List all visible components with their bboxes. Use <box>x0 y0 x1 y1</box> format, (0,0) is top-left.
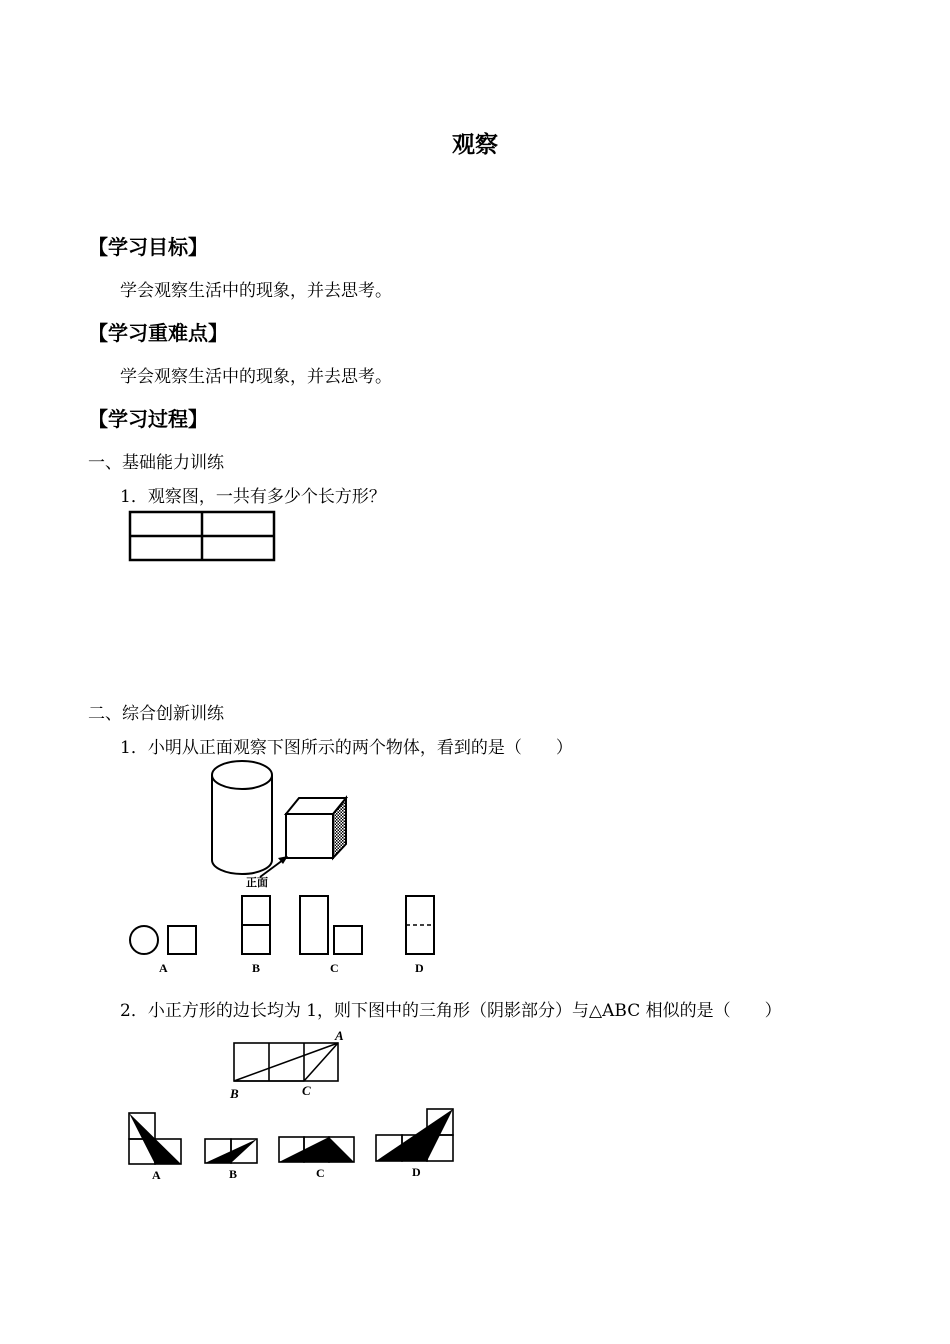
q2-option-b-label: B <box>229 1167 238 1181</box>
key-heading: 【学习重难点】 <box>88 321 228 345</box>
q1-option-c-label: C <box>330 961 339 975</box>
part2-question-2: 2．小正方形的边长均为 1，则下图中的三角形（阴影部分）与△ABC 相似的是（ ） <box>120 1001 782 1021</box>
page-title: 观察 <box>452 132 498 158</box>
process-heading: 【学习过程】 <box>88 407 208 431</box>
part1-question-1: 1．观察图，一共有多少个长方形？ <box>120 487 386 507</box>
q2-option-a-label: A <box>152 1168 161 1182</box>
q2-option-d-label: D <box>412 1165 421 1179</box>
part2-question-1: 1．小明从正面观察下图所示的两个物体，看到的是（ ） <box>120 738 573 758</box>
q2-option-c-label: C <box>316 1166 325 1180</box>
option-a-triangle <box>129 1113 181 1164</box>
abc-grid <box>234 1043 338 1081</box>
q1-option-d-label: D <box>415 961 424 975</box>
vertex-a-label: A <box>335 1028 344 1043</box>
q1-option-a-label: A <box>159 961 168 975</box>
option-b-triangle <box>205 1139 257 1163</box>
goal-heading: 【学习目标】 <box>88 235 208 259</box>
goal-text: 学会观察生活中的现象，并去思考。 <box>120 281 392 301</box>
q1-option-b-label: B <box>252 961 261 975</box>
option-c-triangle <box>279 1137 354 1162</box>
part1-heading: 一、基础能力训练 <box>88 453 224 473</box>
vertex-b-label: B <box>230 1086 239 1101</box>
part2-heading: 二、综合创新训练 <box>88 704 224 724</box>
vertex-c-label: C <box>302 1083 311 1098</box>
key-text: 学会观察生活中的现象，并去思考。 <box>120 367 392 387</box>
front-label: 正面 <box>246 876 268 889</box>
option-d-triangle <box>376 1109 453 1161</box>
